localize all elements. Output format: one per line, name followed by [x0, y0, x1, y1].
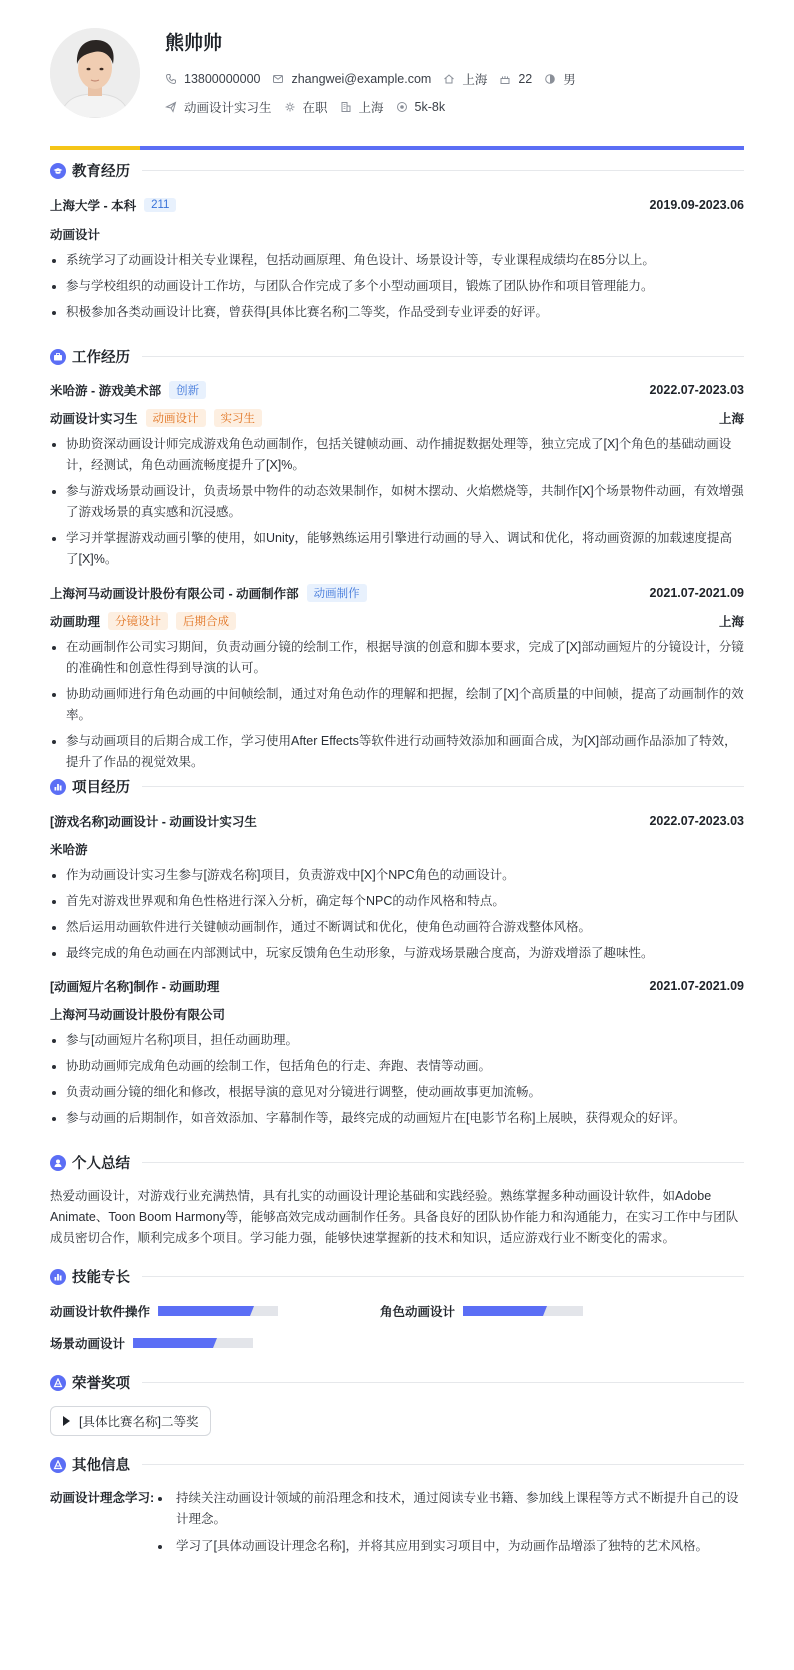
list-item: 然后运用动画软件进行关键帧动画制作，通过不断调试和优化，使角色动画符合游戏整体风格。 — [50, 917, 744, 938]
section-title: 教育经历 — [72, 164, 130, 180]
school-tag: 211 — [144, 198, 176, 212]
project-name: [游戏名称]动画设计 - 动画设计实习生 — [50, 815, 257, 829]
section-title: 工作经历 — [72, 350, 130, 366]
send-icon — [165, 101, 177, 113]
position-name: 动画助理 — [50, 615, 101, 629]
phone-item — [165, 72, 260, 86]
city-text: 上海 — [358, 101, 384, 115]
work-location: 上海 — [718, 615, 744, 629]
education-entry — [50, 196, 744, 214]
phone-icon — [165, 73, 177, 85]
list-item: 参与学校组织的动画设计工作坊，与团队合作完成了多个小型动画项目，锻炼了团队协作和项目管理能力。 — [50, 276, 744, 297]
company-tag: 创新 — [169, 381, 206, 399]
user-icon — [50, 1155, 66, 1171]
summary-text: 热爱动画设计，对游戏行业充满热情，具有扎实的动画设计理论基础和实践经验。熟练掌握多种动画设计软件，如Adobe Animate、Toon Boom Harmony等，能够高效完成动画制作任务。具备良好的团队协作能力和沟通能力，在实习工作中与团队成员密切合作，顺利完成多个项目。学习能力强，能够快速掌握新的技术和知识，适应游戏行业不断变化的需求。 — [50, 1189, 739, 1245]
section-education — [50, 160, 744, 181]
home-icon — [443, 73, 455, 85]
project-org: 上海河马动画设计股份有限公司 — [50, 1008, 226, 1022]
email-item — [272, 72, 431, 86]
city-item — [340, 98, 384, 116]
job-item — [165, 98, 272, 116]
school-name: 上海大学 - 本科 — [50, 199, 137, 213]
section-title: 项目经历 — [72, 780, 130, 796]
project-entry-1-bullets — [50, 865, 744, 969]
work-location: 上海 — [718, 412, 744, 426]
work-entry-2-header — [50, 584, 744, 602]
skill-bar — [158, 1306, 278, 1316]
list-item: 参与动画项目的后期合成工作，学习使用After Effects等软件进行动画特效添加和画面合成，为[X]部动画作品添加了特效，提升了作品的视觉效果。 — [50, 731, 744, 773]
work-date: 2021.07-2021.09 — [649, 586, 744, 600]
section-other — [50, 1454, 744, 1475]
medal-icon — [50, 1375, 66, 1391]
age-icon — [499, 73, 511, 85]
other-bullets — [156, 1488, 744, 1563]
position-tag: 后期合成 — [176, 612, 236, 630]
work-entry-2-bullets — [50, 637, 744, 778]
list-item: 积极参加各类动画设计比赛，曾获得[具体比赛名称]二等奖，作品受到专业评委的好评。 — [50, 302, 744, 323]
job-text: 动画设计实习生 — [184, 101, 272, 115]
list-item: 最终完成的角色动画在内部测试中，玩家反馈角色生动形象，与游戏场景融合度高，为游戏增添了趣味性。 — [50, 943, 744, 964]
header-divider — [50, 146, 744, 150]
list-item: 协助动画师进行角色动画的中间帧绘制，通过对角色动作的理解和把握，绘制了[X]个高质量的中间帧，提高了动画制作的效率。 — [50, 684, 744, 726]
gender-icon — [544, 73, 556, 85]
skill-bar — [133, 1338, 253, 1348]
skill-item — [380, 1302, 583, 1320]
section-title: 荣誉奖项 — [72, 1376, 130, 1392]
list-item: 参与动画的后期制作，如音效添加、字幕制作等，最终完成的动画短片在[电影节名称]上展映，获得观众的好评。 — [50, 1108, 744, 1129]
avatar-photo — [50, 28, 140, 118]
list-item: 协助动画师完成角色动画的绘制工作，包括角色的行走、奔跑、表情等动画。 — [50, 1056, 744, 1077]
skill-bar-fill — [133, 1338, 217, 1348]
award-text: [具体比赛名称]二等奖 — [79, 1415, 199, 1429]
email-text: zhangwei@example.com — [291, 72, 432, 86]
section-awards — [50, 1372, 744, 1393]
work-date: 2022.07-2023.03 — [649, 383, 744, 397]
list-item: 学习并掌握游戏动画引擎的使用，如Unity，能够熟练运用引擎进行动画的导入、调试和优化，将动画资源的加载速度提高了[X]%。 — [50, 528, 744, 570]
resume-header — [50, 28, 744, 148]
list-item: 持续关注动画设计领域的前沿理念和技术，通过阅读专业书籍、参加线上课程等方式不断提升自己的设计理念。 — [156, 1488, 744, 1530]
gear-icon — [284, 101, 296, 113]
age-text: 22 — [518, 72, 533, 86]
phone-text: 13800000000 — [184, 72, 261, 86]
play-icon — [63, 1416, 70, 1426]
list-item: 首先对游戏世界观和角色性格进行深入分析，确定每个NPC的动作风格和特点。 — [50, 891, 744, 912]
briefcase-icon — [50, 349, 66, 365]
list-item: 在动画制作公司实习期间，负责动画分镜的绘制工作，根据导演的创意和脚本要求，完成了[X]部动画短片的分镜设计，分镜的准确性和创意性得到导演的认可。 — [50, 637, 744, 679]
skill-name: 场景动画设计 — [50, 1337, 126, 1351]
skill-name: 动画设计软件操作 — [50, 1305, 151, 1319]
hometown-item — [443, 70, 487, 88]
age-item — [499, 72, 532, 86]
section-title: 其他信息 — [72, 1458, 130, 1474]
award-chip[interactable] — [50, 1406, 211, 1436]
work-entry-2-position — [50, 612, 744, 630]
position-tag: 动画设计 — [146, 409, 206, 427]
work-entry-1-header — [50, 381, 744, 399]
building-icon — [340, 101, 352, 113]
candidate-name: 熊帅帅 — [165, 33, 223, 54]
section-skills — [50, 1266, 744, 1287]
position-tag: 实习生 — [214, 409, 263, 427]
contact-row — [165, 70, 588, 88]
skill-bar-fill — [158, 1306, 254, 1316]
skill-name: 角色动画设计 — [380, 1305, 456, 1319]
salary-icon — [396, 101, 408, 113]
position-name: 动画设计实习生 — [50, 412, 138, 426]
list-item: 作为动画设计实习生参与[游戏名称]项目，负责游戏中[X]个NPC角色的动画设计。 — [50, 865, 744, 886]
list-item: 协助资深动画设计师完成游戏角色动画制作，包括关键帧动画、动作捕捉数据处理等，独立完成了[X]个角色的基础动画设计，经测试，角色动画流畅度提升了[X]%。 — [50, 434, 744, 476]
project-entry-2-bullets — [50, 1030, 744, 1134]
salary-item — [396, 100, 446, 114]
skill-item — [50, 1334, 253, 1352]
position-tag: 分镜设计 — [108, 612, 168, 630]
graduation-cap-icon — [50, 163, 66, 179]
work-entry-1-position — [50, 409, 744, 427]
mail-icon — [272, 73, 284, 85]
list-item: 系统学习了动画设计相关专业课程，包括动画原理、角色设计、场景设计等，专业课程成绩均在85分以上。 — [50, 250, 744, 271]
hometown-text: 上海 — [462, 73, 488, 87]
education-bullets — [50, 250, 744, 328]
project-entry-1-header — [50, 812, 744, 830]
company-name: 上海河马动画设计股份有限公司 - 动画制作部 — [50, 587, 299, 601]
list-item: 参与[动画短片名称]项目，担任动画助理。 — [50, 1030, 744, 1051]
company-tag: 动画制作 — [307, 584, 367, 602]
list-item: 学习了[具体动画设计理念名称]，并将其应用到实习项目中，为动画作品增添了独特的艺术风格。 — [156, 1536, 744, 1557]
section-title: 技能专长 — [72, 1270, 130, 1286]
project-entry-2-header — [50, 977, 744, 995]
skill-bar — [463, 1306, 583, 1316]
list-item: 参与游戏场景动画设计，负责场景中物件的动态效果制作，如树木摆动、火焰燃烧等，共制作[X]个场景物件动画，有效增强了游戏场景的真实感和沉浸感。 — [50, 481, 744, 523]
section-title: 个人总结 — [72, 1156, 130, 1172]
bar-chart-icon — [50, 1269, 66, 1285]
major-name: 动画设计 — [50, 228, 101, 242]
gender-item — [544, 70, 576, 88]
project-org: 米哈游 — [50, 843, 88, 857]
medal-icon — [50, 1457, 66, 1473]
section-work — [50, 346, 744, 367]
project-date: 2021.07-2021.09 — [649, 979, 744, 993]
salary-text: 5k-8k — [414, 100, 446, 114]
project-name: [动画短片名称]制作 - 动画助理 — [50, 980, 220, 994]
status-item — [284, 98, 328, 116]
job-intent-row — [165, 98, 457, 116]
other-label: 动画设计理念学习: — [50, 1491, 155, 1505]
section-projects — [50, 776, 744, 797]
status-text: 在职 — [302, 101, 328, 115]
work-entry-1-bullets — [50, 434, 744, 575]
skill-bar-fill — [463, 1306, 547, 1316]
education-date: 2019.09-2023.06 — [649, 198, 744, 212]
section-summary — [50, 1152, 744, 1173]
company-name: 米哈游 - 游戏美术部 — [50, 384, 162, 398]
avatar — [50, 28, 140, 118]
bar-chart-icon — [50, 779, 66, 795]
project-date: 2022.07-2023.03 — [649, 814, 744, 828]
list-item: 负责动画分镜的细化和修改，根据导演的意见对分镜进行调整，使动画故事更加流畅。 — [50, 1082, 744, 1103]
gender-text: 男 — [563, 73, 576, 87]
skill-item — [50, 1302, 278, 1320]
